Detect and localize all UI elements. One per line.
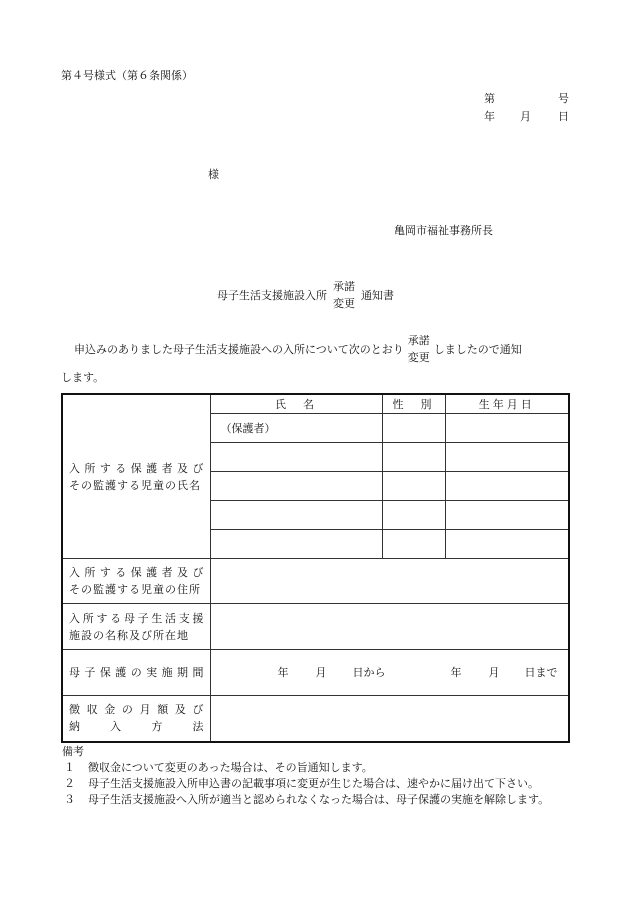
issuer-name: 亀岡市福祉事務所長 <box>394 224 493 237</box>
body-text-after: しましたので通知 <box>433 343 522 356</box>
form-number-label: 第４号様式（第６条関係） <box>61 69 193 82</box>
names-row-label: 入所する保護者及び その監護する児童の氏名 <box>62 394 210 559</box>
guardian-birthdate-cell[interactable] <box>445 414 569 443</box>
period-value-cell[interactable] <box>210 650 569 696</box>
child-gender-cell[interactable] <box>382 443 445 472</box>
remarks-section <box>62 744 574 808</box>
period-to-month: 月 <box>488 666 500 679</box>
document-number-prefix: 第 <box>484 92 495 105</box>
fee-value-cell[interactable] <box>210 696 569 742</box>
document-number-suffix: 号 <box>558 92 569 105</box>
column-header-name: 氏 名 <box>210 394 382 414</box>
title-suffix: 通知書 <box>361 289 394 302</box>
body-option-stack <box>408 332 430 366</box>
period-to-day: 日まで <box>524 666 558 679</box>
child-name-cell[interactable] <box>210 501 382 530</box>
period-from-year: 年 <box>277 666 289 679</box>
date-day: 日 <box>558 110 569 123</box>
child-birthdate-cell[interactable] <box>445 472 569 501</box>
date-year: 年 <box>484 110 495 123</box>
title-option-approval: 承諾 <box>333 280 355 293</box>
column-header-birthdate: 生年月日 <box>445 394 569 414</box>
remarks-item: ２ 母子生活支援施設入所申込書の記載事項に変更が生じた場合は、速やかに届け出て下さい。 <box>64 777 539 790</box>
child-name-cell[interactable] <box>210 530 382 559</box>
period-from-day: 日から <box>352 666 386 679</box>
fee-row-label: 徴収金の月額及び 納入方法 <box>62 696 210 742</box>
title-prefix: 母子生活支援施設入所 <box>217 289 327 302</box>
child-gender-cell[interactable] <box>382 501 445 530</box>
body-line-1 <box>74 332 522 366</box>
child-name-cell[interactable] <box>210 472 382 501</box>
body-option-change: 変更 <box>407 351 430 364</box>
title-option-stack <box>333 278 355 312</box>
remarks-title: 備考 <box>62 745 84 758</box>
address-value-cell[interactable] <box>210 559 569 604</box>
address-row-label: 入所する保護者及び その監護する児童の住所 <box>62 559 210 604</box>
child-gender-cell[interactable] <box>382 530 445 559</box>
addressee-honorific: 様 <box>208 168 219 181</box>
remarks-item: １ 徴収金について変更のあった場合は、その旨通知します。 <box>64 761 373 774</box>
facility-value-cell[interactable] <box>210 604 569 650</box>
document-title <box>217 278 394 312</box>
facility-row-label: 入所する母子生活支援 施設の名称及び所在地 <box>62 604 210 650</box>
guardian-gender-cell[interactable] <box>382 414 445 443</box>
column-header-gender: 性 別 <box>382 394 445 414</box>
notification-table <box>61 393 570 743</box>
period-from-month: 月 <box>315 666 327 679</box>
child-name-cell[interactable] <box>210 443 382 472</box>
period-to-year: 年 <box>450 666 462 679</box>
child-gender-cell[interactable] <box>382 472 445 501</box>
remarks-item: ３ 母子生活支援施設へ入所が適当と認められなくなった場合は、母子保護の実施を解除します。 <box>64 793 550 806</box>
body-option-approval: 承諾 <box>407 334 430 347</box>
body-line-2: します。 <box>61 371 105 384</box>
period-row-label: 母子保護の実施期間 <box>62 650 210 696</box>
child-birthdate-cell[interactable] <box>445 501 569 530</box>
child-birthdate-cell[interactable] <box>445 443 569 472</box>
child-birthdate-cell[interactable] <box>445 530 569 559</box>
date-month: 月 <box>520 110 531 123</box>
guardian-name-cell[interactable]: （保護者） <box>210 414 382 443</box>
title-option-change: 変更 <box>333 297 355 310</box>
body-text-before: 申込みのありました母子生活支援施設への入所について次のとおり <box>74 343 404 356</box>
